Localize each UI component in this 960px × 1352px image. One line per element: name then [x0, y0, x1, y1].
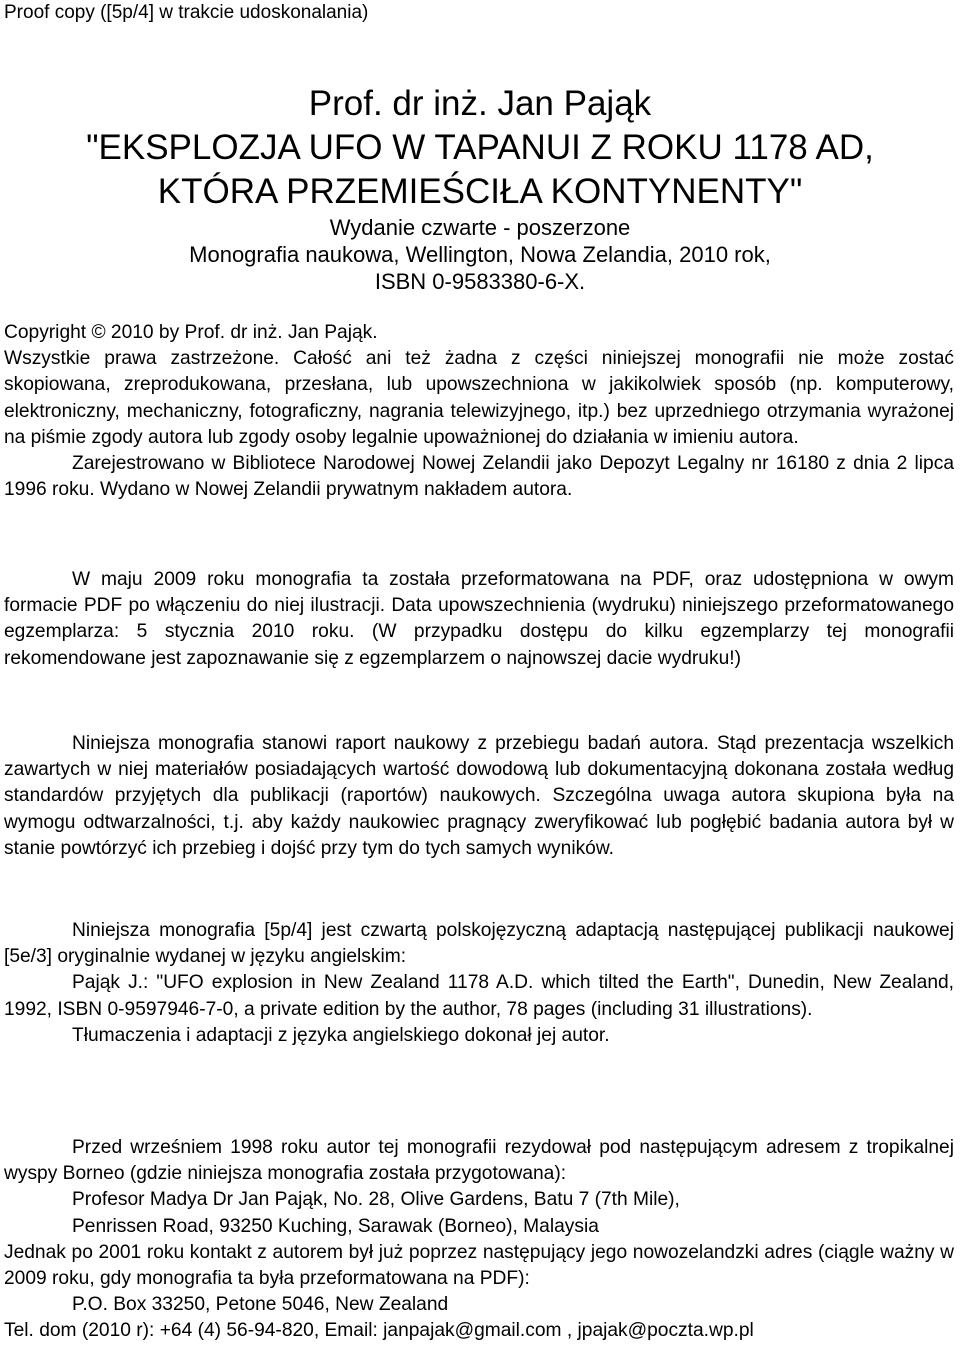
- nz-address-intro: Jednak po 2001 roku kontakt z autorem był już poprzez następujący jego nowozelandzki adres (ciągle ważny w 2009 roku, gdy monografia ta była przeformatowana na PDF):: [4, 1241, 954, 1290]
- translation-note: Tłumaczenia i adaptacji z języka angielskiego dokonał jej autor.: [72, 1024, 610, 1046]
- copyright-line: Copyright © 2010 by Prof. dr inż. Jan Pająk.: [4, 322, 378, 343]
- edition-line: Wydanie czwarte - poszerzone: [329, 215, 631, 240]
- registration-paragraph: Zarejestrowano w Bibliotece Narodowej Nowej Zelandii jako Depozyt Legalny nr 16180 z dnia 2 lipca 1996 roku. Wydano w Nowej Zelandii prywatnym nakładem autora.: [4, 453, 954, 501]
- publication-line: Monografia naukowa, Wellington, Nowa Zelandia, 2010 rok,: [189, 242, 771, 267]
- adaptation-section: [4, 918, 954, 1049]
- report-paragraph: Niniejsza monografia stanowi raport naukowy z przebiegu badań autora. Stąd prezentacja wszelkich zawartych w niej materiałów posiadających wartość dowodową lub dokumentacyjną dokonana została według standardów przyjętych dla publikacji (raportów) naukowych. Szczególna uwaga autora skupiona była na wymogu odtwarzalności, t.j. aby każdy naukowiec pragnący zweryfikować lub pogłębić badania autora był w stanie powtórzyć ich przebieg i dojść przy tym do tych samych wyników.: [4, 733, 954, 859]
- nz-address-line: P.O. Box 33250, Petone 5046, New Zealand: [72, 1294, 449, 1316]
- proof-copy-header: Proof copy ([5p/4] w trakcie udoskonalania): [4, 2, 369, 23]
- isbn-line: ISBN 0-9583380-6-X.: [374, 269, 586, 294]
- author-name: Prof. dr inż. Jan Pająk: [308, 84, 652, 123]
- report-section: [4, 731, 954, 862]
- contact-line: Tel. dom (2010 r): +64 (4) 56-94-820, Email: janpajak@gmail.com , jpajak@poczta.wp.pl: [4, 1320, 754, 1342]
- formatting-section: [4, 567, 954, 672]
- borneo-address-intro: Przed wrześniem 1998 roku autor tej monografii rezydował pod następującym adresem z tropikalnej wyspy Borneo (gdzie niniejsza monografia została przygotowana):: [4, 1137, 954, 1185]
- title-block: [0, 82, 960, 295]
- copyright-section: [4, 320, 954, 503]
- rights-paragraph: Wszystkie prawa zastrzeżone. Całość ani też żadna z części niniejszej monografii nie może zostać skopiowana, zreprodukowana, przesłana, lub upowszechniona w jakikolwiek sposób (np. komputerowy, elektroniczny, mechaniczny, fotograficzny, nagrania telewizyjnego, itp.) bez uprzedniego otrzymania wyrażonej na piśmie zgody autora lub zgody osoby legalnie upoważnionej do działania w imieniu autora.: [4, 348, 954, 448]
- book-title-line-2: KTÓRA PRZEMIEŚCIŁA KONTYNENTY": [157, 172, 803, 211]
- original-publication-citation: Pająk J.: "UFO explosion in New Zealand 1178 A.D. which tilted the Earth", Dunedin, New Zealand, 1992, ISBN 0-9597946-7-0, a private edition by the author, 78 pages (including 31 illustrations).: [4, 972, 954, 1020]
- adaptation-paragraph: Niniejsza monografia [5p/4] jest czwartą polskojęzyczną adaptacją następującej publikacji naukowej [5e/3] oryginalnie wydanej w języku angielskim:: [4, 920, 954, 968]
- formatting-paragraph: W maju 2009 roku monografia ta została przeformatowana na PDF, oraz udostępniona w owym formacie PDF po włączeniu do niej ilustracji. Data upowszechnienia (wydruku) niniejszego przeformatowanego egzemplarza: 5 stycznia 2010 roku. (W przypadku dostępu do kilku egzemplarzy tej monografii rekomendowane jest zapoznawanie się z egzemplarzem o najnowszej dacie wydruku!): [4, 569, 954, 669]
- address-section: [4, 1135, 954, 1345]
- book-title-line-1: "EKSPLOZJA UFO W TAPANUI Z ROKU 1178 AD,: [86, 128, 874, 167]
- borneo-address-line-1: Profesor Madya Dr Jan Pająk, No. 28, Olive Gardens, Batu 7 (7th Mile),: [72, 1189, 680, 1211]
- borneo-address-line-2: Penrissen Road, 93250 Kuching, Sarawak (Borneo), Malaysia: [72, 1215, 599, 1237]
